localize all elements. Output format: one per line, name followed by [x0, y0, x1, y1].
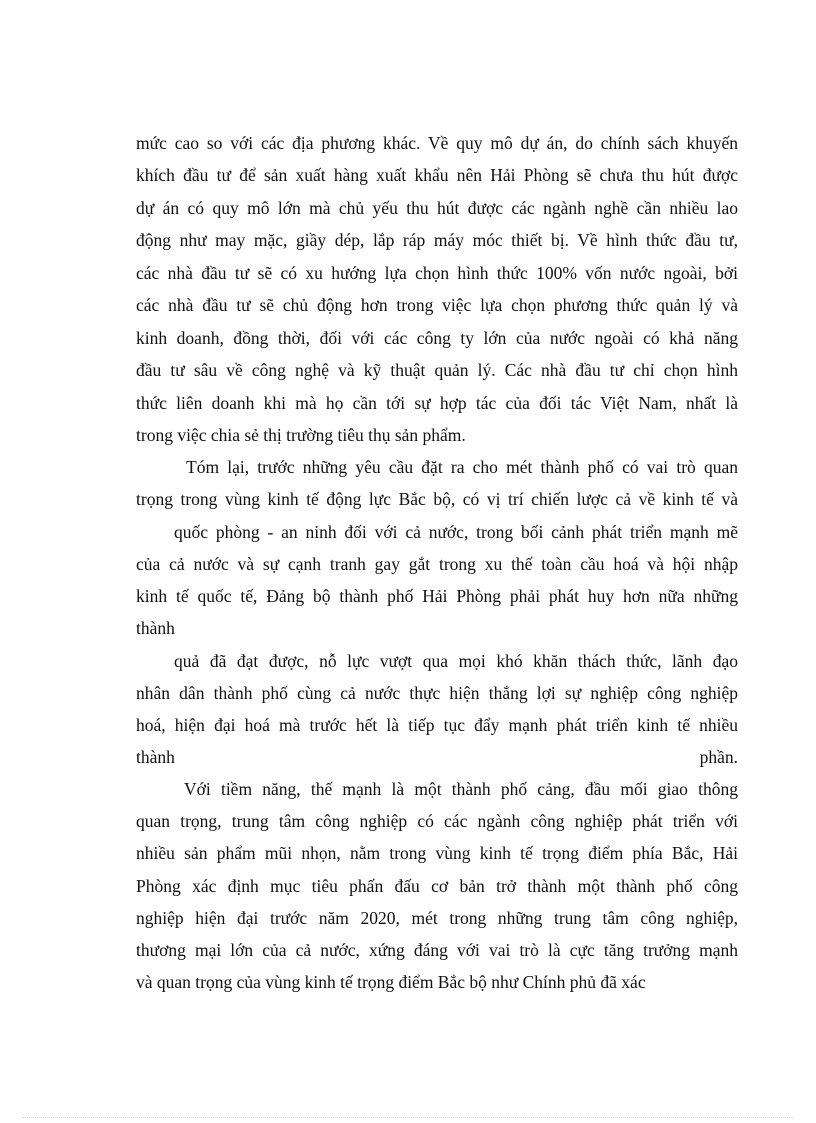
paragraph-4-line-2: quan trọng, trung tâm công nghiệp có các ngành công nghiệp phát triển với: [136, 811, 738, 831]
paragraph-1-line-2: khích đầu tư để sản xuất hàng xuất khẩu nên Hải Phòng sẽ chưa thu hút được: [136, 165, 738, 185]
paragraph-4-line-7: và quan trọng của vùng kinh tế trọng điểm Bắc bộ như Chính phủ đã xác: [136, 972, 646, 992]
paragraph-2-line-2: trọng trong vùng kinh tế động lực Bắc bộ, có vị trí chiến lược cả về kinh tế và: [136, 489, 738, 509]
paragraph-2-line-6: thành: [136, 618, 175, 638]
paragraph-4-line-4: Phòng xác định mục tiêu phấn đấu cơ bản trở thành một thành phố công: [136, 876, 738, 896]
paragraph-1-line-9: thức liên doanh khi mà họ cần tới sự hợp tác của đối tác Việt Nam, nhất là: [136, 393, 738, 413]
paragraph-4-line-5: nghiệp hiện đại trước năm 2020, mét trong những trung tâm công nghiệp,: [136, 908, 738, 928]
paragraph-2-line-3: quốc phòng - an ninh đối với cả nước, trong bối cảnh phát triển mạnh mẽ: [174, 522, 738, 542]
paragraph-4-line-6: thương mại lớn của cả nước, xứng đáng với vai trò là cực tăng trưởng mạnh: [136, 940, 738, 960]
paragraph-1-line-10: trong việc chia sẻ thị trường tiêu thụ sản phẩm.: [136, 425, 466, 445]
paragraph-1-line-3: dự án có quy mô lớn mà chủ yếu thu hút được các ngành nghề cần nhiều lao: [136, 198, 738, 218]
paragraph-1-line-4: động như may mặc, giầy dép, lắp ráp máy móc thiết bị. Về hình thức đầu tư,: [136, 230, 738, 250]
paragraph-3-line-3: hoá, hiện đại hoá mà trước hết là tiếp tục đẩy mạnh phát triển kinh tế nhiều: [136, 715, 738, 735]
paragraph-1-line-1: mức cao so với các địa phương khác. Về quy mô dự án, do chính sách khuyến: [136, 133, 738, 153]
paragraph-2-line-4: của cả nước và sự cạnh tranh gay gắt trong xu thế toàn cầu hoá và hội nhập: [136, 554, 738, 574]
paragraph-3-line-4: [136, 746, 738, 768]
paragraph-2-line-1: Tóm lại, trước những yêu cầu đặt ra cho mét thành phố có vai trò quan: [186, 457, 738, 477]
paragraph-4-line-1: Với tiềm năng, thế mạnh là một thành phố cảng, đầu mối giao thông: [184, 779, 738, 799]
paragraph-3-line-4-right: phần.: [699, 747, 738, 767]
paragraph-1-line-5: các nhà đầu tư sẽ có xu hướng lựa chọn hình thức 100% vốn nước ngoài, bởi: [136, 263, 738, 283]
paragraph-3-line-1: quả đã đạt được, nỗ lực vượt qua mọi khó khăn thách thức, lãnh đạo: [174, 651, 738, 671]
paragraph-3-line-2: nhân dân thành phố cùng cả nước thực hiện thắng lợi sự nghiệp công nghiệp: [136, 683, 738, 703]
paragraph-1-line-7: kinh doanh, đồng thời, đối với các công ty lớn của nước ngoài có khả năng: [136, 328, 738, 348]
paragraph-1-line-8: đầu tư sâu về công nghệ và kỹ thuật quản lý. Các nhà đầu tư chỉ chọn hình: [136, 360, 738, 380]
page-bottom-divider: [22, 1117, 794, 1118]
paragraph-2-line-5: kinh tế quốc tế, Đảng bộ thành phố Hải Phòng phải phát huy hơn nữa những: [136, 586, 738, 606]
paragraph-3-line-4-left: thành: [136, 747, 175, 767]
paragraph-4-line-3: nhiều sản phẩm mũi nhọn, nằm trong vùng kinh tế trọng điểm phía Bắc, Hải: [136, 843, 738, 863]
paragraph-1-line-6: các nhà đầu tư sẽ chủ động hơn trong việc lựa chọn phương thức quản lý và: [136, 295, 738, 315]
